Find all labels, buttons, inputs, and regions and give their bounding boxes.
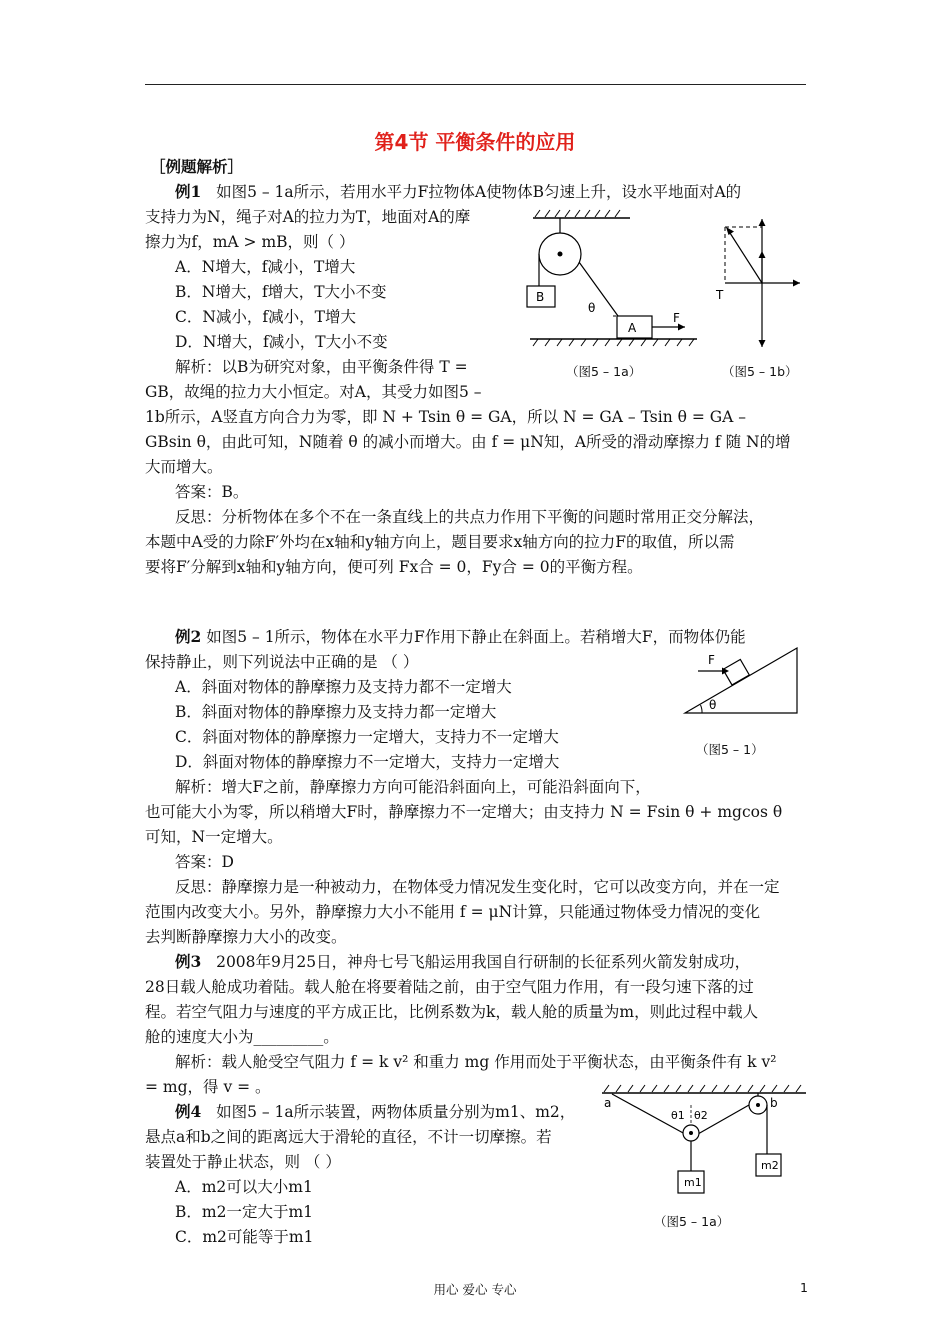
label-theta: θ [709, 698, 717, 712]
example-1-reflection-2: 本题中A受的力除F′外均在x轴和y轴方向上，题目要求x轴方向的拉力F的取值，所以需 [145, 533, 735, 551]
figure-ex4-pulleys [598, 1083, 810, 1208]
section-heading: ［例题解析］ [150, 157, 244, 176]
example-2-analysis-2: 也可能大小为零，所以稍增大F时，静摩擦力不一定增大；由支持力 N = Fsin θ + mgcos θ [145, 803, 783, 821]
example-3-line-3: 程。若空气阻力与速度的平方成正比，比例系数为k，载人舱的质量为m，则此过程中载人 [145, 1003, 759, 1021]
example-2-reflection-3: 去判断静摩擦力大小的改变。 [145, 928, 347, 946]
label-a: a [604, 1096, 612, 1110]
example-1-reflection-1: 反思：分析物体在多个不在一条直线上的共点力作用下平衡的问题时常用正交分解法， [175, 508, 765, 526]
example-2-option-c: C．斜面对物体的静摩擦力一定增大，支持力不一定增大 [175, 728, 559, 746]
figure-5-1a-pulley [525, 208, 700, 353]
example-1-option-b: B．N增大，f增大，T大小不变 [175, 283, 387, 301]
figure-5-1b-forces [710, 215, 810, 355]
example-1-answer: 答案：B。 [175, 483, 249, 501]
example-2-reflection-2: 范围内改变大小。另外，静摩擦力大小不能用 f = μN计算，只能通过物体受力情况的变化 [145, 903, 761, 921]
example-3-line-1: 例3 2008年9月25日，神舟七号飞船运用我国自行研制的长征系列火箭发射成功， [175, 952, 751, 971]
example-1-line-3: 擦力为f，mA > mB，则（ ） [145, 233, 355, 251]
label-b: b [770, 1096, 778, 1110]
example-4-option-a: A．m2可以大小m1 [175, 1178, 313, 1196]
example-1-option-d: D．N增大，f减小，T大小不变 [175, 333, 388, 351]
figure-5-1a-caption: （图5 – 1a） [566, 364, 642, 379]
label-m2: m2 [761, 1159, 779, 1172]
example-2-line-2: 保持静止，则下列说法中正确的是 （ ） [145, 653, 419, 671]
example-4-line-1: 例4 如图5 – 1a所示装置，两物体质量分别为m1、m2， [175, 1102, 576, 1121]
example-1-reflection-3: 要将F′分解到x轴和y轴方向，便可列 Fx合 = 0，Fy合 = 0的平衡方程。 [145, 558, 643, 576]
example-1-analysis-3: 1b所示，A竖直方向合力为零，即 N + Tsin θ = GA，所以 N = GA – Tsin θ = GA – [145, 408, 747, 426]
page-number: 1 [800, 1280, 808, 1295]
example-2-answer: 答案：D [175, 853, 234, 871]
label-a: A [628, 321, 637, 335]
example-2-option-b: B．斜面对物体的静摩擦力及支持力都一定增大 [175, 703, 497, 721]
label-t: T [716, 288, 724, 302]
example-1-line-2: 支持力为N，绳子对A的拉力为T，地面对A的摩 [145, 208, 471, 226]
example-4-line-2: 悬点a和b之间的距离远大于滑轮的直径，不计一切摩擦。若 [145, 1128, 552, 1146]
example-3-line-2: 28日载人舱成功着陆。载人舱在将要着陆之前，由于空气阻力作用，有一段匀速下落的过 [145, 978, 754, 996]
example-1-option-a: A．N增大，f减小，T增大 [175, 258, 356, 276]
label-theta1: θ1 [671, 1109, 685, 1122]
example-4-line-3: 装置处于静止状态，则 （ ） [145, 1153, 341, 1171]
example-4-option-c: C．m2可能等于m1 [175, 1228, 314, 1246]
example-3-analysis-2: = mg，得 v = 。 [145, 1078, 271, 1096]
example-2-reflection-1: 反思：静摩擦力是一种被动力，在物体受力情况发生变化时，它可以改变方向，并在一定 [175, 878, 780, 896]
example-3-analysis-1: 解析：载人舱受空气阻力 f = k v² 和重力 mg 作用而处于平衡状态，由平衡条件有 k v² [175, 1053, 777, 1071]
example-1-line-1: 例1 如图5 – 1a所示，若用水平力F拉物体A使物体B匀速上升，设水平地面对A的 [175, 182, 742, 201]
label-f: F [673, 311, 680, 325]
header-rule [145, 84, 806, 85]
label-b: B [536, 290, 545, 304]
label-theta2: θ2 [694, 1109, 708, 1122]
incline-block [723, 659, 749, 685]
label-theta: θ [588, 301, 596, 315]
example-1-option-c: C．N减小，f减小，T增大 [175, 308, 356, 326]
label-f: F [708, 653, 715, 667]
example-4-option-b: B．m2一定大于m1 [175, 1203, 314, 1221]
example-1-analysis-1: 解析：以B为研究对象，由平衡条件得 T = [175, 358, 468, 376]
footer-text: 用心 爱心 专心 [433, 1282, 517, 1297]
example-1-analysis-5: 大而增大。 [145, 458, 223, 476]
label-m1: m1 [684, 1176, 702, 1189]
example-2-analysis-1: 解析：增大F之前，静摩擦力方向可能沿斜面向上，可能沿斜面向下， [175, 778, 651, 796]
example-1-analysis-2: GB，故绳的拉力大小恒定。对A，其受力如图5 – [145, 383, 482, 401]
example-1-analysis-4: GBsin θ，由此可知，N随着 θ 的减小而增大。由 f = μN知，A所受的滑动摩擦力 f 随 N的增 [145, 433, 791, 451]
example-2-line-1: 例2 如图5 – 1所示，物体在水平力F作用下静止在斜面上。若稍增大F，而物体仍能 [175, 627, 746, 646]
figure-ex4-caption: （图5 – 1a） [654, 1214, 730, 1229]
figure-5-1-caption: （图5 – 1） [696, 742, 764, 757]
page-title: 第4节 平衡条件的应用 [374, 130, 576, 154]
example-3-line-4: 舱的速度大小为_________。 [145, 1028, 339, 1046]
figure-5-1b-caption: （图5 – 1b） [722, 364, 798, 379]
figure-5-1-incline [680, 640, 810, 720]
example-2-option-a: A．斜面对物体的静摩擦力及支持力都不一定增大 [175, 678, 512, 696]
example-2-option-d: D．斜面对物体的静摩擦力不一定增大，支持力一定增大 [175, 753, 560, 771]
example-2-analysis-3: 可知，N一定增大。 [145, 828, 283, 846]
